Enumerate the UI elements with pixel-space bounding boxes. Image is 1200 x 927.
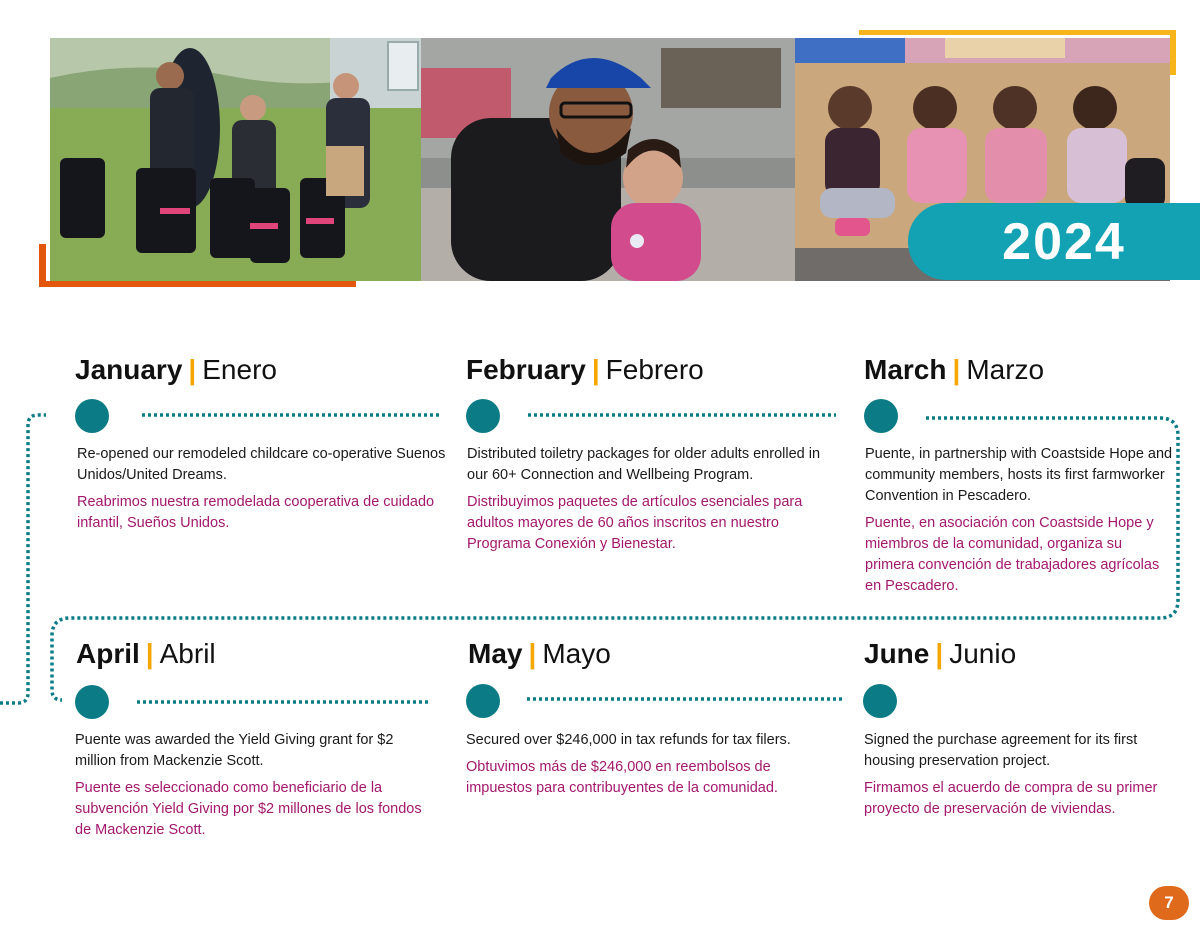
month-name-en: May — [468, 638, 523, 669]
desc-en-june: Signed the purchase agreement for its first housing preservation project. — [864, 732, 1138, 769]
desc-es-february: Distribuyimos paquetes de artículos esenciales para adultos mayores de 60 años inscritos en nuestro Programa Conexión y Bienestar. — [467, 494, 803, 552]
timeline-dot-march — [864, 399, 898, 433]
month-title-january — [75, 354, 277, 386]
desc-es-march: Puente, en asociación con Coastside Hope y miembros de la comunidad, organiza su primera convención de trabajadores agrícolas en Pescadero. — [865, 515, 1160, 594]
desc-es-april: Puente es seleccionado como beneficiario de la subvención Yield Giving por $2 millones de los fondos de Mackenzie Scott. — [75, 780, 422, 838]
month-separator: | — [145, 638, 154, 669]
yellow-accent-top — [859, 30, 1176, 35]
month-title-february — [466, 354, 704, 386]
month-name-es: Junio — [949, 638, 1017, 669]
month-title-march — [864, 354, 1044, 386]
month-name-en: March — [864, 354, 947, 385]
desc-es-may: Obtuvimos más de $246,000 en reembolsos de impuestos para contribuyentes de la comunidad. — [466, 759, 778, 796]
month-name-es: Marzo — [966, 354, 1045, 385]
month-name-en: June — [864, 638, 930, 669]
month-separator: | — [952, 354, 961, 385]
desc-es-june: Firmamos el acuerdo de compra de su primer proyecto de preservación de viviendas. — [864, 780, 1158, 817]
timeline-dot-june — [863, 684, 897, 718]
month-name-es: Mayo — [542, 638, 611, 669]
orange-accent-bottom — [39, 281, 356, 287]
timeline-dot-may — [466, 684, 500, 718]
desc-en-march: Puente, in partnership with Coastside Hope and community members, hosts its first farmworker Convention in Pescadero. — [865, 446, 1173, 504]
photo-bag-distribution — [50, 38, 421, 281]
orange-accent-left — [39, 244, 46, 287]
timeline-dot-february — [466, 399, 500, 433]
desc-en-april: Puente was awarded the Yield Giving grant for $2 million from Mackenzie Scott. — [75, 732, 394, 769]
month-title-april — [76, 638, 216, 670]
month-separator: | — [528, 638, 537, 669]
month-title-may — [468, 638, 611, 670]
desc-en-january: Re-opened our remodeled childcare co-operative Suenos Unidos/United Dreams. — [77, 446, 446, 483]
month-name-es: Enero — [202, 354, 277, 385]
photo-father-daughter — [421, 38, 795, 281]
month-name-en: February — [466, 354, 586, 385]
month-name-es: Abril — [159, 638, 216, 669]
month-separator: | — [935, 638, 944, 669]
month-separator: | — [591, 354, 600, 385]
desc-en-may: Secured over $246,000 in tax refunds for tax filers. — [466, 732, 791, 748]
month-name-en: April — [76, 638, 140, 669]
timeline-dot-january — [75, 399, 109, 433]
timeline-dot-april — [75, 685, 109, 719]
month-name-es: Febrero — [605, 354, 704, 385]
page-number-badge: 7 — [1149, 886, 1189, 920]
month-title-june — [864, 638, 1016, 670]
desc-es-january: Reabrimos nuestra remodelada cooperativa de cuidado infantil, Sueños Unidos. — [77, 494, 435, 531]
year-banner: 2024 — [908, 203, 1200, 280]
desc-en-february: Distributed toiletry packages for older adults enrolled in our 60+ Connection and Wellbeing Program. — [467, 446, 821, 483]
month-separator: | — [188, 354, 197, 385]
yellow-accent-right — [1170, 30, 1176, 75]
month-name-en: January — [75, 354, 183, 385]
